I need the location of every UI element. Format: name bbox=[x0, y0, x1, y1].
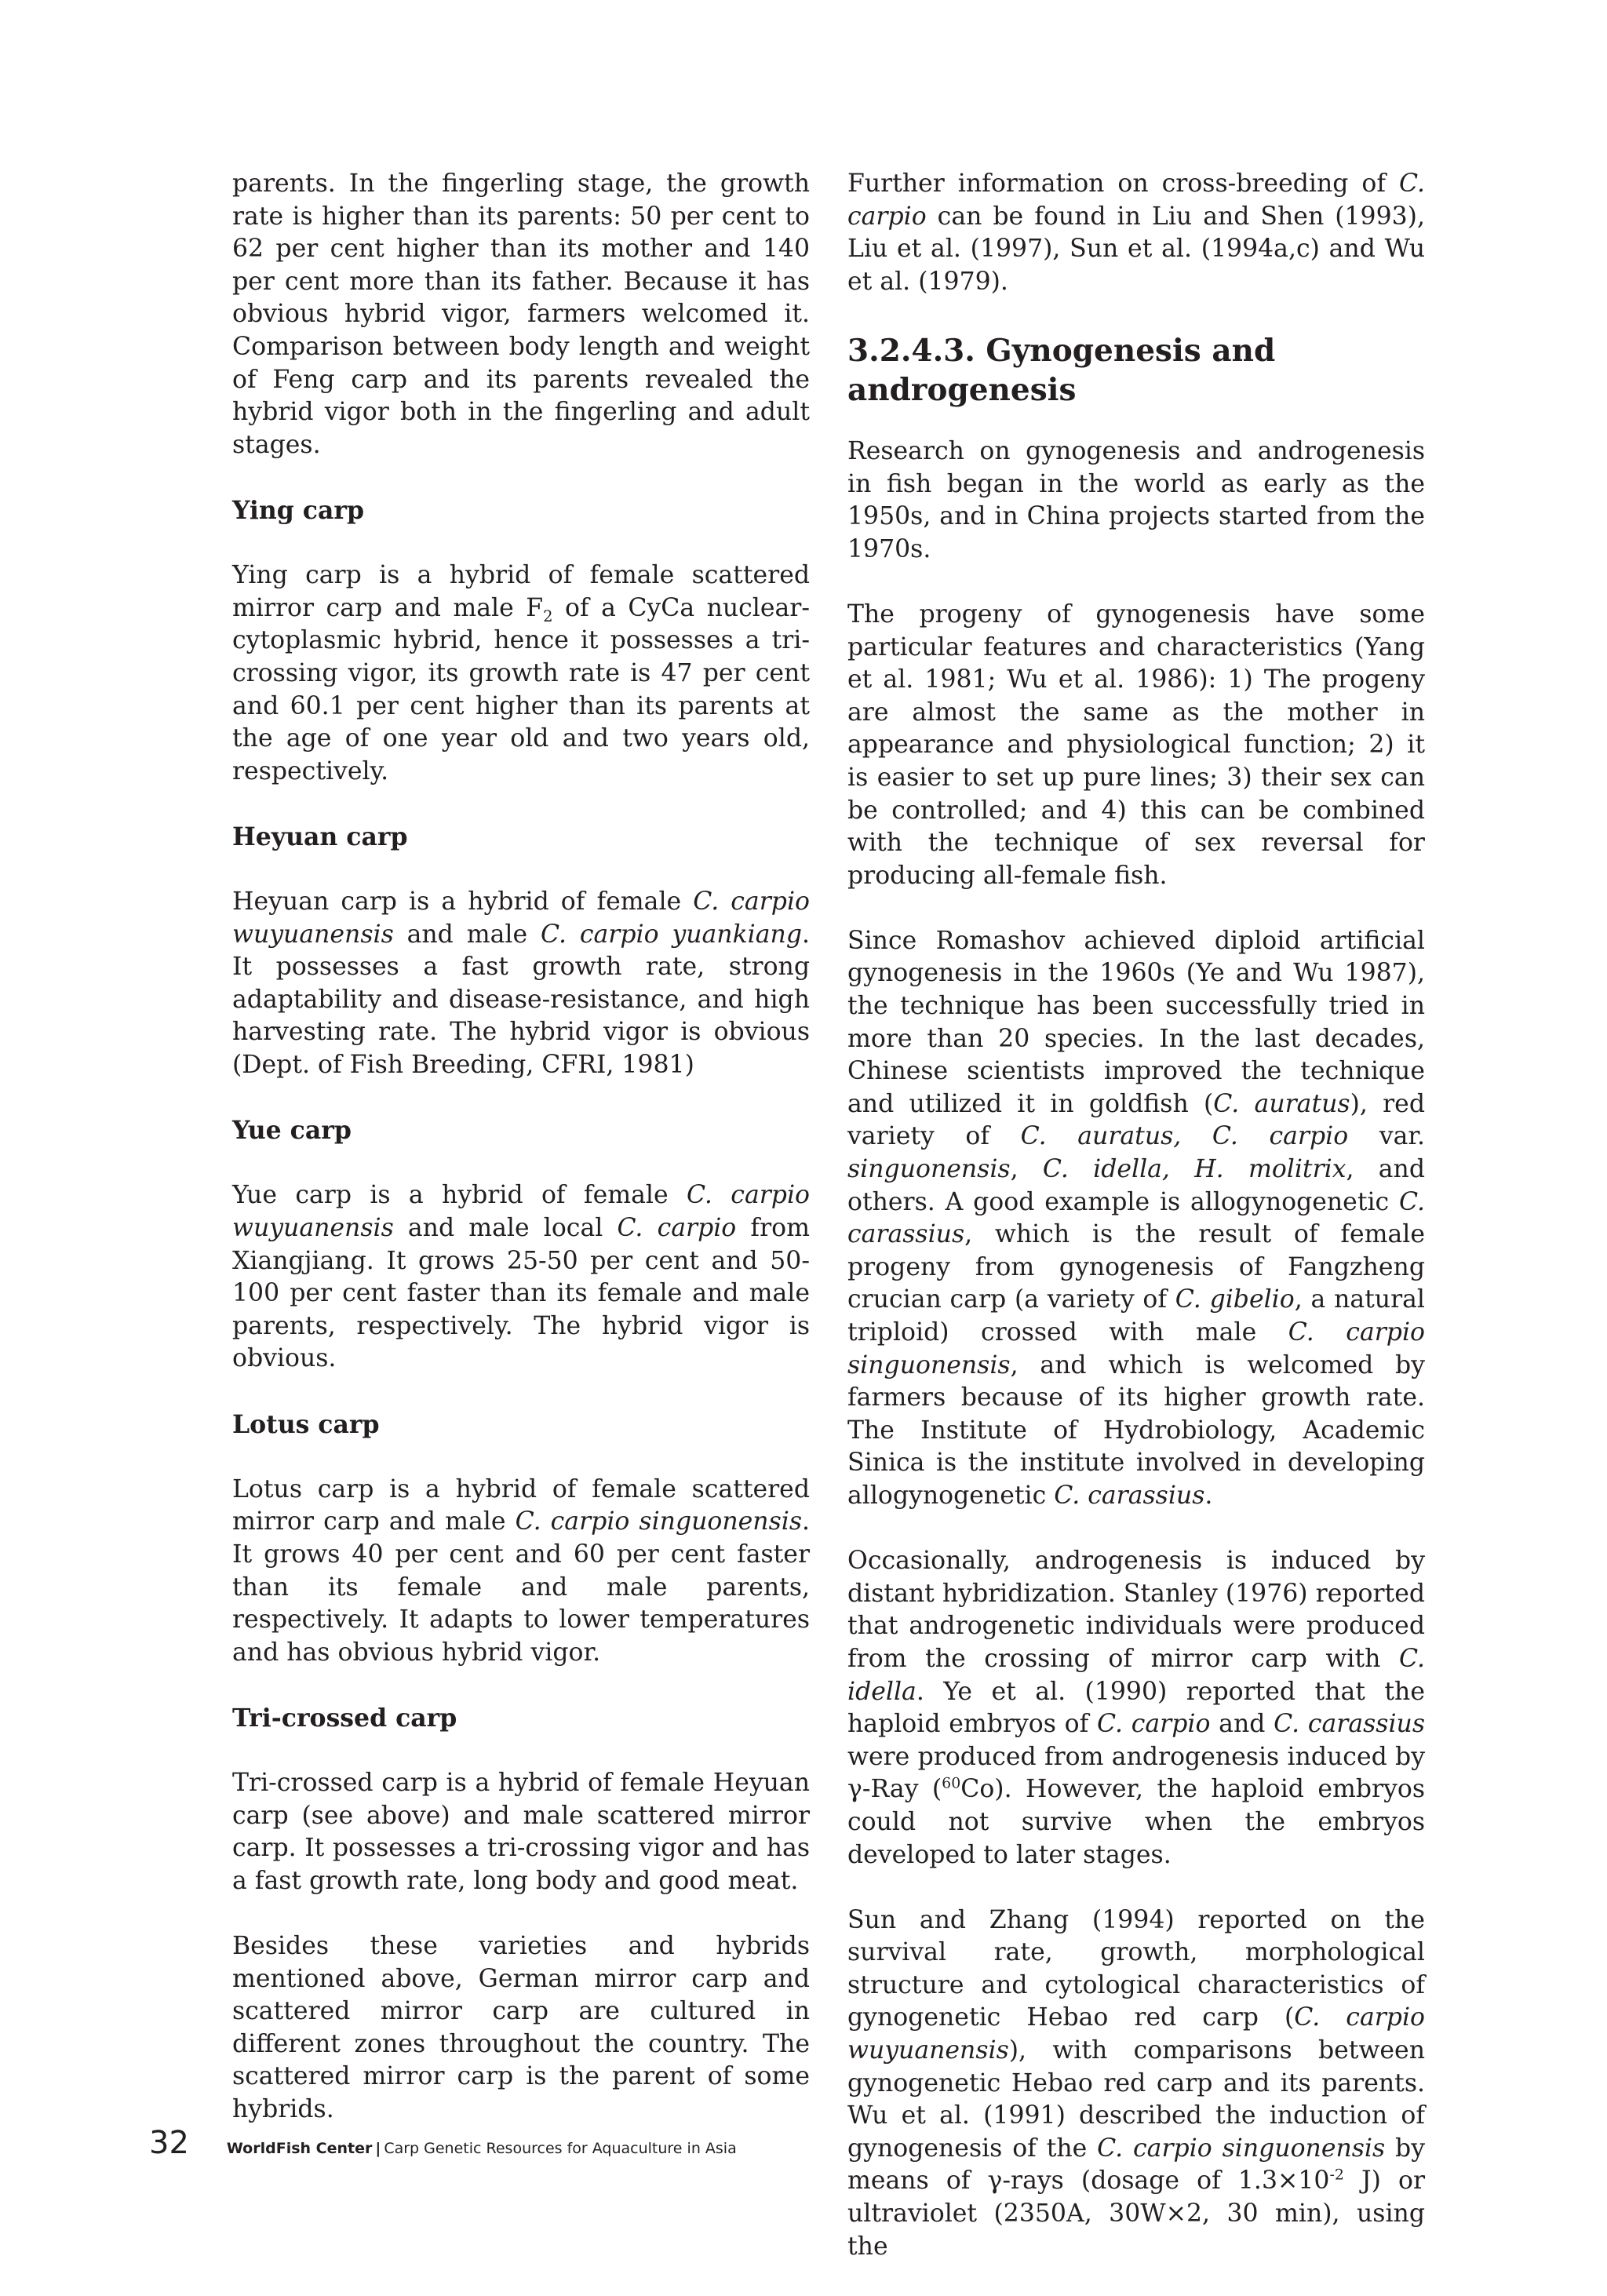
subscript-2: 2 bbox=[543, 607, 553, 625]
footer-separator: | bbox=[375, 2140, 381, 2157]
paragraph-progeny: The progeny of gynogenesis have some particular features and characteristics (Yang et al. 1981; Wu et al. 1986): 1) The progeny are almost the same as the mother in appearance and physiological function; 2) it is easier to set up pure lines; 3) their sex can be controlled; and 4) this can be combined with the technique of sex reversal for producing all-female fish. bbox=[847, 600, 1425, 890]
paragraph-since-romashov: Since Romashov achieved diploid artificial gynogenesis in the 1960s (Ye and Wu 1987), the technique has been successfully tried in more than 20 species. In the last decades, Chinese scientists improved the technique and utilized it in goldfish (C. auratus), red variety of C. auratus, C. carpio var. singuonensis, C. idella, H. molitrix, and others. A good example is allogynogenetic C. carassius, which is the result of female progeny from gynogenesis of Fangzheng crucian carp (a variety of C. gibelio, a natural triploid) crossed with male C. carpio singuonensis, and which is welcomed by farmers because of its higher growth rate. The Institute of Hydrobiology, Academic Sinica is the institute involved in developing allogynogenetic C. carassius. bbox=[847, 926, 1426, 1510]
page-number: 32 bbox=[149, 2125, 189, 2161]
paragraph-feng-carp-continued: parents. In the fingerling stage, the growth rate is higher than its parents: 50 per cent to 62 per cent higher than its mother and 140 per cent more than its father. Because it has obvious hybrid vigor, farmers welcomed it. Comparison between body length and weight of Feng carp and its parents revealed the hybrid vigor both in the fingerling and adult stages. bbox=[232, 169, 810, 459]
paragraph-research: Research on gynogenesis and androgenesis in fish began in the world as early as the 1950s, and in China projects started from the 1970s. bbox=[847, 436, 1425, 563]
subheading-yue-carp: Yue carp bbox=[232, 1116, 352, 1146]
superscript-60: 60 bbox=[942, 1774, 961, 1792]
section-heading: 3.2.4.3. Gynogenesis and androgenesis bbox=[847, 332, 1276, 408]
subheading-lotus-carp: Lotus carp bbox=[232, 1409, 380, 1439]
paragraph-tri-crossed-carp: Tri-crossed carp is a hybrid of female Heyuan carp (see above) and male scattered mirror carp. It possesses a tri-crossing vigor and has a fast growth rate, long body and good meat. bbox=[232, 1769, 810, 1895]
paragraph-further-information: Further information on cross-breeding of C. carpio can be found in Liu and Shen (1993), Liu et al. (1997), Sun et al. (1994a,c) and Wu et al. (1979). bbox=[847, 169, 1425, 296]
subheading-tri-crossed-carp: Tri-crossed carp bbox=[232, 1703, 457, 1733]
paragraph-lotus-carp: Lotus carp is a hybrid of female scattered mirror carp and male C. carpio singuonensis. It grows 40 per cent and 60 per cent faster than its female and male parents, respectively. It adapts to lower temperatures and has obvious hybrid vigor. bbox=[232, 1474, 810, 1667]
left-column bbox=[232, 168, 810, 2159]
paragraph-besides-varieties: Besides these varieties and hybrids mentioned above, German mirror carp and scattered mirror carp are cultured in different zones throughout the country. The scattered mirror carp is the parent of some hybrids. bbox=[232, 1932, 810, 2124]
paragraph-heyuan-carp: Heyuan carp is a hybrid of female C. carpio wuyuanensis and male C. carpio yuankiang. It possesses a fast growth rate, strong adaptability and disease-resistance, and high harvesting rate. The hybrid vigor is obvious (Dept. of Fish Breeding, CFRI, 1981) bbox=[232, 887, 811, 1080]
subheading-ying-carp: Ying carp bbox=[232, 495, 365, 525]
paragraph-sun-and-zhang: Sun and Zhang (1994) reported on the survival rate, growth, morphological structure and cytological characteristics of gynogenetic Hebao red carp (C. carpio wuyuanensis), with comparisons between gynogenetic Hebao red carp and its parents. Wu et al. (1991) described the induction of gynogenesis of the C. carpio singuonensis by means of γ-rays (dosage of $1.3\times 10^{-2}$ J) or ultraviolet (2350A, 30W×2, 30 min), using the bbox=[847, 1905, 1425, 2261]
page-footer bbox=[149, 2125, 737, 2161]
superscript-minus-2: -2 bbox=[1329, 2167, 1344, 2185]
paragraph-ying-carp: Ying carp is a hybrid of female scattered mirror carp and male $F_2$ of a CyCa nuclear-cytoplasmic hybrid, hence it possesses a tri-crossing vigor, its growth rate is 47 per cent and 60.1 per cent higher than its parents at the age of one year old and two years old, respectively. bbox=[232, 561, 810, 785]
paragraph-yue-carp: Yue carp is a hybrid of female C. carpio wuyuanensis and male local C. carpio from Xiangjiang. It grows 25-50 per cent and 50-100 per cent faster than its female and male parents, respectively. The hybrid vigor is obvious. bbox=[232, 1181, 810, 1373]
footer-organization: WorldFish Center bbox=[226, 2140, 373, 2157]
footer-publication-title: Carp Genetic Resources for Aquaculture in Asia bbox=[384, 2140, 737, 2157]
subheading-heyuan-carp: Heyuan carp bbox=[232, 822, 408, 851]
paragraph-androgenesis: Occasionally, androgenesis is induced by distant hybridization. Stanley (1976) reported that androgenetic individuals were produced from the crossing of mirror carp with C. idella. Ye et al. (1990) reported that the haploid embryos of C. carpio and C. carassius were produced from androgenesis induced by γ-Ray ($^{60}$Co). However, the haploid embryos could not survive when the embryos developed to later stages. bbox=[847, 1547, 1426, 1869]
right-column bbox=[847, 168, 1425, 2296]
